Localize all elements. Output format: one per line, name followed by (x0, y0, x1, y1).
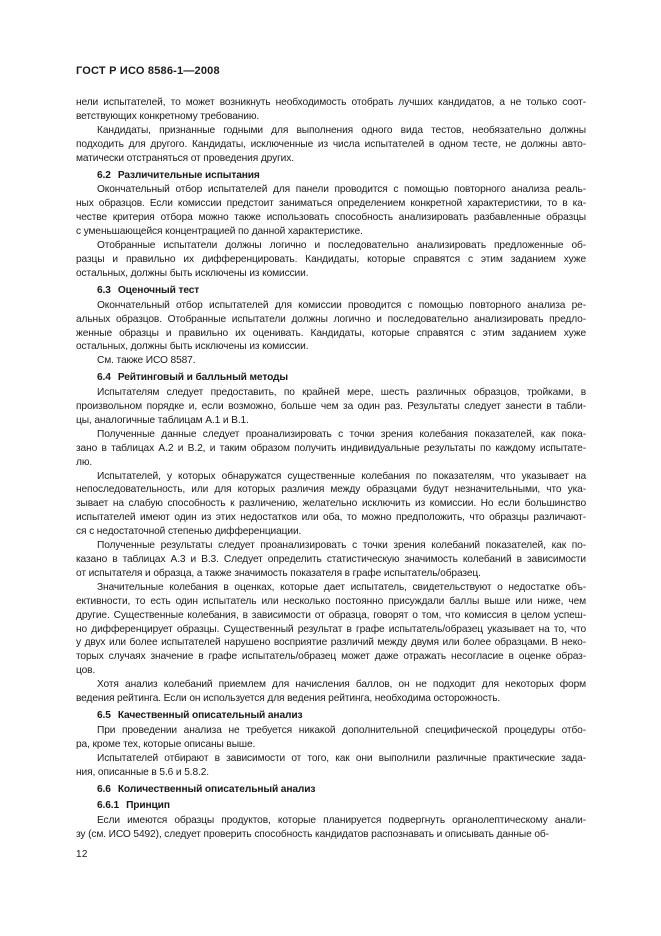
paragraph (76, 354, 586, 368)
text-line: цов. (76, 665, 96, 677)
section-heading (76, 284, 586, 298)
paragraph (76, 239, 586, 281)
running-header: ГОСТ Р ИСО 8586-1—2008 (76, 65, 220, 77)
text-line: Испытателям следует предоставить, по крайней мере, шесть различных образцов, тройками, в (97, 387, 586, 399)
text-line: ния, описанные в 5.6 и 5.8.2. (76, 766, 209, 778)
text-line: испытателей имеют один из этих недостатков или оба, то можно предположить, что образцы различают- (76, 512, 586, 524)
paragraph (76, 96, 586, 124)
section-number: 6.3 (97, 284, 111, 296)
text-line: от испытателя и образца, а также значимость показателя в графе испытатель/образец. (76, 567, 481, 579)
text-line: При проведении анализа не требуется никакой дополнительной специфической процедуры отбо- (97, 724, 586, 736)
section-number: 6.4 (97, 372, 111, 384)
text-line: у двух или более испытателей нарушено восприятие различий между двумя или более образцами. В неко- (76, 637, 586, 649)
text-line: другие. Существенные колебания, в зависимости от образца, говорят о том, что комиссия в целом успеш- (76, 609, 586, 621)
text-line: ведения рейтинга. Если он используется для ведения рейтинга, необходима осторожность. (76, 693, 501, 705)
section-title: Принцип (126, 800, 170, 812)
text-line: ветствующих конкретному требованию. (76, 110, 260, 122)
text-line: Окончательный отбор испытателей для комиссии проводится с помощью повторного анализа ре- (97, 299, 586, 311)
section-number: 6.6 (97, 783, 111, 795)
section-title: Оценочный тест (117, 284, 200, 296)
section-heading (76, 169, 586, 183)
text-line: Хотя анализ колебаний приемлем для начисления баллов, он не подходит для некоторых форм (97, 679, 586, 691)
text-line: с уменьшающейся концентрацией по данной характеристике. (76, 226, 363, 238)
section-title: Качественный описательный анализ (117, 709, 303, 721)
section-heading (76, 799, 586, 813)
section-title: Различительные испытания (117, 169, 260, 181)
text-line: Испытателей отбирают в зависимости от того, как они выполнили различные практические зада- (97, 752, 586, 764)
section-heading (76, 783, 586, 797)
text-line: зывает на слабую способность к различению, желательно исключить из комиссии. Но если большинство (76, 498, 586, 510)
text-line: ся с недостаточной степенью дифференциации. (76, 526, 302, 538)
text-line: Значительные колебания в оценках, которые дает испытатель, свидетельствуют о недостатке объ- (97, 581, 586, 593)
text-line: непоследовательность, или для которых различия между образцами будут незначительными, что ука- (76, 484, 586, 496)
paragraph (76, 678, 586, 706)
text-line: зу (см. ИСО 5492), следует проверить способность кандидатов распознавать и описывать данные об- (76, 829, 549, 841)
text-line: остальных, должны быть исключены из комиссии. (76, 267, 309, 279)
paragraph (76, 814, 586, 842)
paragraph (76, 581, 586, 678)
section-number: 6.6.1 (97, 800, 120, 812)
paragraph (76, 386, 586, 428)
text-line: ных образцов. Если комиссии предстоит заниматься определением конкретной характеристики, то в ка- (76, 198, 586, 210)
text-line: казано в таблицах А.3 и В.3. Следует определить статистическую значимость колебаний в зависимости (76, 554, 586, 565)
text-line: честве критерия отбора можно также использовать способность анализировать разбавленные образцы (76, 212, 586, 224)
section-number: 6.5 (97, 709, 111, 721)
section-heading (76, 709, 586, 723)
text-line: матически отстраняться от проведения других. (76, 152, 294, 164)
paragraph (76, 724, 586, 752)
paragraph (76, 470, 586, 540)
section-heading (76, 371, 586, 385)
paragraph (76, 299, 586, 355)
text-line: зано в таблицах А.2 и В.2, и таким образом получить индивидуальные результаты по каждому испытате- (76, 442, 586, 454)
text-line: ра, кроме тех, которые описаны выше. (76, 738, 256, 750)
paragraph (76, 428, 586, 470)
text-line: Окончательный отбор испытателей для панели проводится с помощью повторного анализа реаль- (97, 184, 586, 196)
text-line: женные образцы и правильно их оценивать. Кандидаты, которые справятся с этим заданием хуже (76, 327, 586, 339)
section-title: Количественный описательный анализ (117, 783, 316, 795)
paragraph (76, 124, 586, 166)
text-line: Отобранные испытатели должны логично и последовательно анализировать предложенные об- (97, 240, 586, 252)
text-line: но дифференцирует образцы. Существенный результат в графе испытатель/образец указывает на то, что (76, 623, 586, 635)
text-line: ективности, то есть один испытатель или несколько постоянно присуждали баллы выше или ниже, чем (76, 595, 586, 607)
text-line: альных образцов. Отобранные испытатели должны логично и последовательно анализировать предло- (76, 313, 586, 325)
text-line: нели испытателей, то может возникнуть необходимость отобрать лучших кандидатов, а не только соот- (76, 97, 586, 108)
paragraph (76, 539, 586, 581)
text-line: остальных, должны быть исключены из комиссии. (76, 341, 309, 353)
text-line: Кандидаты, признанные годными для выполнения одного вида тестов, необязательно должны (97, 124, 586, 136)
page-number: 12 (76, 849, 88, 860)
text-line: Испытателей, у которых обнаружатся существенные колебания по показателям, что указывает на (97, 470, 586, 482)
section-title: Рейтинговый и балльный методы (117, 372, 288, 384)
document-body (76, 96, 586, 842)
paragraph (76, 752, 586, 780)
text-line: лю. (76, 456, 93, 468)
text-line: торых случаях значение в графе испытатель/образец может даже отражать несогласие в оценке образ- (76, 651, 586, 663)
text-line: Если имеются образцы продуктов, которые планируется подвергнуть органолептическому анали- (97, 815, 586, 827)
text-line: подходить для другого. Кандидаты, исключенные из числа испытателей в одном тесте, не должны авто- (76, 138, 586, 150)
text-line: разцы и правильно их дифференцировать. Кандидаты, которые справятся с этим заданием хуже (76, 253, 586, 265)
text-line: См. также ИСО 8587. (97, 355, 196, 367)
section-number: 6.2 (97, 169, 111, 181)
text-line: произвольном порядке и, если возможно, больше чем за один раз. Результаты следует занести в табли- (76, 401, 586, 413)
text-line: Полученные результаты следует проанализировать с точки зрения колебаний показателей, как по- (97, 540, 586, 552)
text-line: Полученные данные следует проанализировать с точки зрения колебания показателей, как пока- (97, 428, 586, 440)
paragraph (76, 183, 586, 239)
text-line: цы, аналогичные таблицам А.1 и В.1. (76, 414, 249, 426)
